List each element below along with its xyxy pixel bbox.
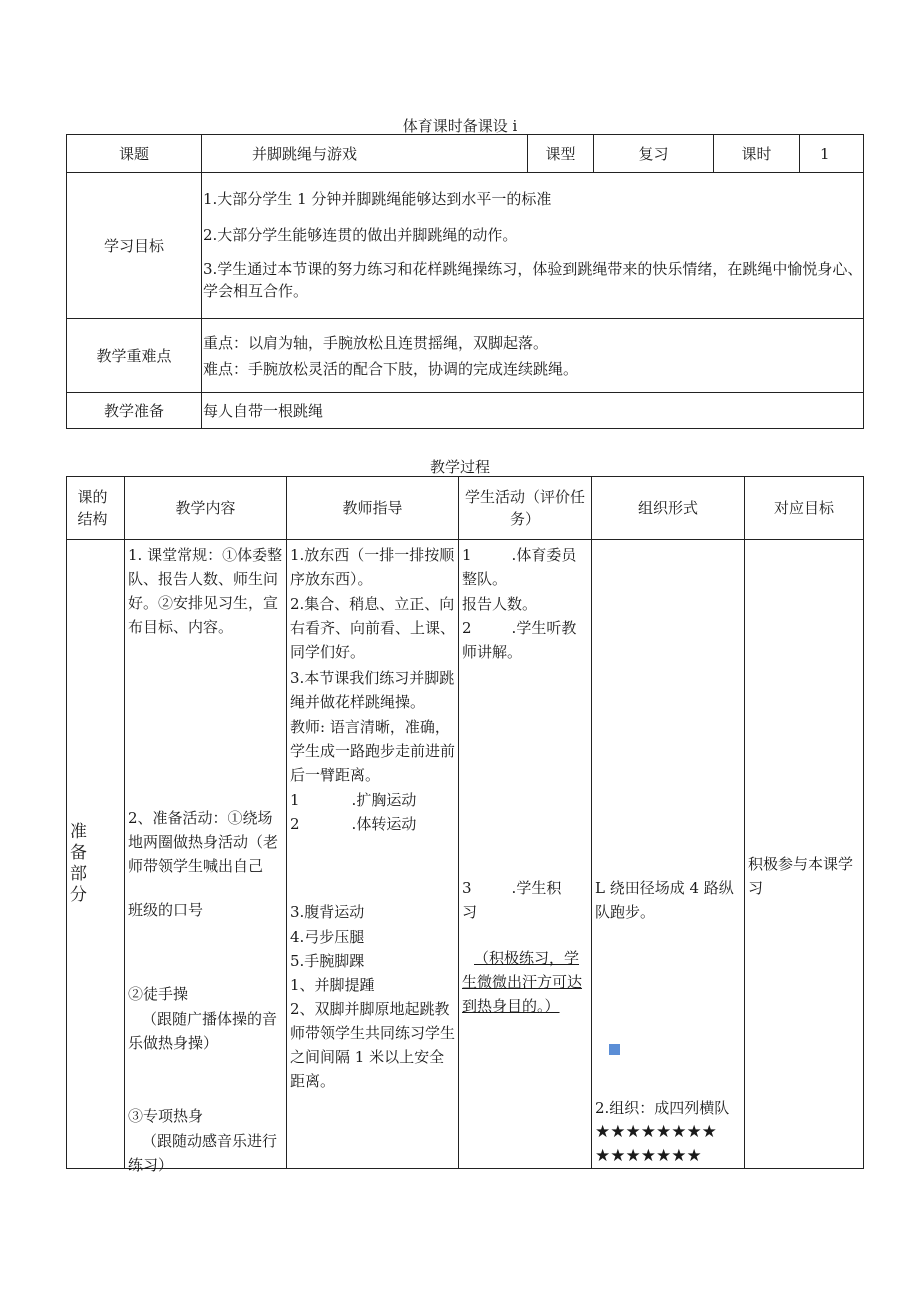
activity-column: [459, 540, 592, 1169]
content-column: [125, 540, 287, 1174]
formation-stars-row: ★★★★★★★: [595, 1146, 702, 1166]
guidance-column: [287, 540, 459, 1169]
preparation-value: 每人自带一根跳绳: [202, 393, 864, 429]
content-warmup: 2、准备活动：①绕场地两圈做热身活动（老师带领学生喊出自己: [128, 809, 279, 875]
activity-item: 2 .学生听教师讲解。: [462, 619, 577, 661]
key-points-label: 教学重难点: [67, 319, 202, 393]
content-bare-hand-desc: （跟随广播体操的音乐做热身操）: [128, 1010, 278, 1052]
activity-item: 报告人数。: [462, 595, 538, 613]
hours-label: 课时: [714, 135, 800, 173]
activity-item: 1 .体育委员整队。: [462, 546, 577, 588]
activity-note: （积极练习，学生微微出汗方可达到热身目的。）: [462, 949, 583, 1015]
process-title: 教学过程: [429, 458, 490, 476]
section-structure: 准备部分: [67, 540, 125, 1169]
type-value: 复习: [594, 135, 714, 173]
topic-label: 课题: [67, 135, 202, 173]
lesson-info-table: [66, 134, 864, 429]
content-bare-hand: ②徒手操: [128, 985, 189, 1003]
topic-value: 并脚跳绳与游戏: [202, 135, 528, 173]
guidance-item: 3.腹背运动: [290, 903, 365, 921]
guidance-item: 2.集合、稍息、立正、向右看齐、向前看、上课、同学们好。: [290, 595, 456, 661]
guidance-item: 3.本节课我们练习并脚跳绳并做花样跳绳操。: [290, 669, 455, 711]
hours-value: 1: [800, 135, 864, 173]
guidance-item: 1 .扩胸运动: [290, 791, 417, 809]
header-structure: 课的结构: [67, 477, 125, 540]
guidance-item: 1.放东西（一排一排按顺序放东西）。: [290, 546, 455, 588]
key-point: 重点：以肩为轴，手腕放松且连贯摇绳，双脚起落。: [203, 333, 549, 352]
objective-item: 2.大部分学生能够连贯的做出并脚跳绳的动作。: [203, 225, 518, 244]
guidance-item: 2 .体转运动: [290, 815, 417, 833]
goal-column: [745, 540, 864, 1169]
header-activity: 学生活动（评价任务）: [459, 477, 592, 540]
document-title: 体育课时备课设 i: [402, 117, 518, 135]
organization-item: 2.组织：成四列横队: [595, 1099, 730, 1117]
goal-text: 积极参与本课学习: [748, 855, 854, 897]
objectives-label: 学习目标: [67, 173, 202, 319]
guidance-item: 1、并脚提踵: [290, 976, 375, 994]
header-organization: 组织形式: [592, 477, 745, 540]
header-content: 教学内容: [125, 477, 287, 540]
guidance-item: 4.弓步压腿: [290, 928, 365, 946]
formation-marker-icon: [609, 1038, 741, 1062]
guidance-item: 5.手腕脚踝: [290, 952, 365, 970]
process-table: [66, 476, 864, 1174]
organization-column: [592, 540, 745, 1169]
guidance-item: 2、双脚并脚原地起跳教师带领学生共同练习学生之间间隔 1 米以上安全距离。: [290, 1000, 456, 1090]
guidance-item: 教师: 语言清晰，准确，学生成一路跑步走前进前后一臂距离。: [290, 718, 456, 784]
type-label: 课型: [528, 135, 594, 173]
activity-item: 3 .学生积习: [462, 879, 562, 921]
formation-stars-row: ★★★★★★★★: [595, 1122, 717, 1142]
header-guidance: 教师指导: [287, 477, 459, 540]
objective-item: 1.大部分学生 1 分钟并脚跳绳能够达到水平一的标准: [203, 189, 552, 208]
header-goal: 对应目标: [745, 477, 864, 540]
objective-item: 3.学生通过本节课的努力练习和花样跳绳操练习，体验到跳绳带来的快乐情绪，在跳绳中愉悦身心、学会相互合作。: [203, 259, 863, 300]
content-warmup-2: 班级的口号: [128, 901, 204, 919]
content-special: ③专项热身: [128, 1107, 204, 1125]
organization-item: L 绕田径场成 4 路纵队跑步。: [595, 879, 734, 921]
difficulty-point: 难点：手腕放松灵活的配合下肢，协调的完成连续跳绳。: [203, 359, 579, 378]
content-routine: 1. 课堂常规：①体委整队、报告人数、师生问好。②安排见习生，宣布目标、内容。: [128, 546, 283, 636]
content-special-desc: （跟随动感音乐进行练习）: [128, 1132, 278, 1174]
preparation-label: 教学准备: [67, 393, 202, 429]
